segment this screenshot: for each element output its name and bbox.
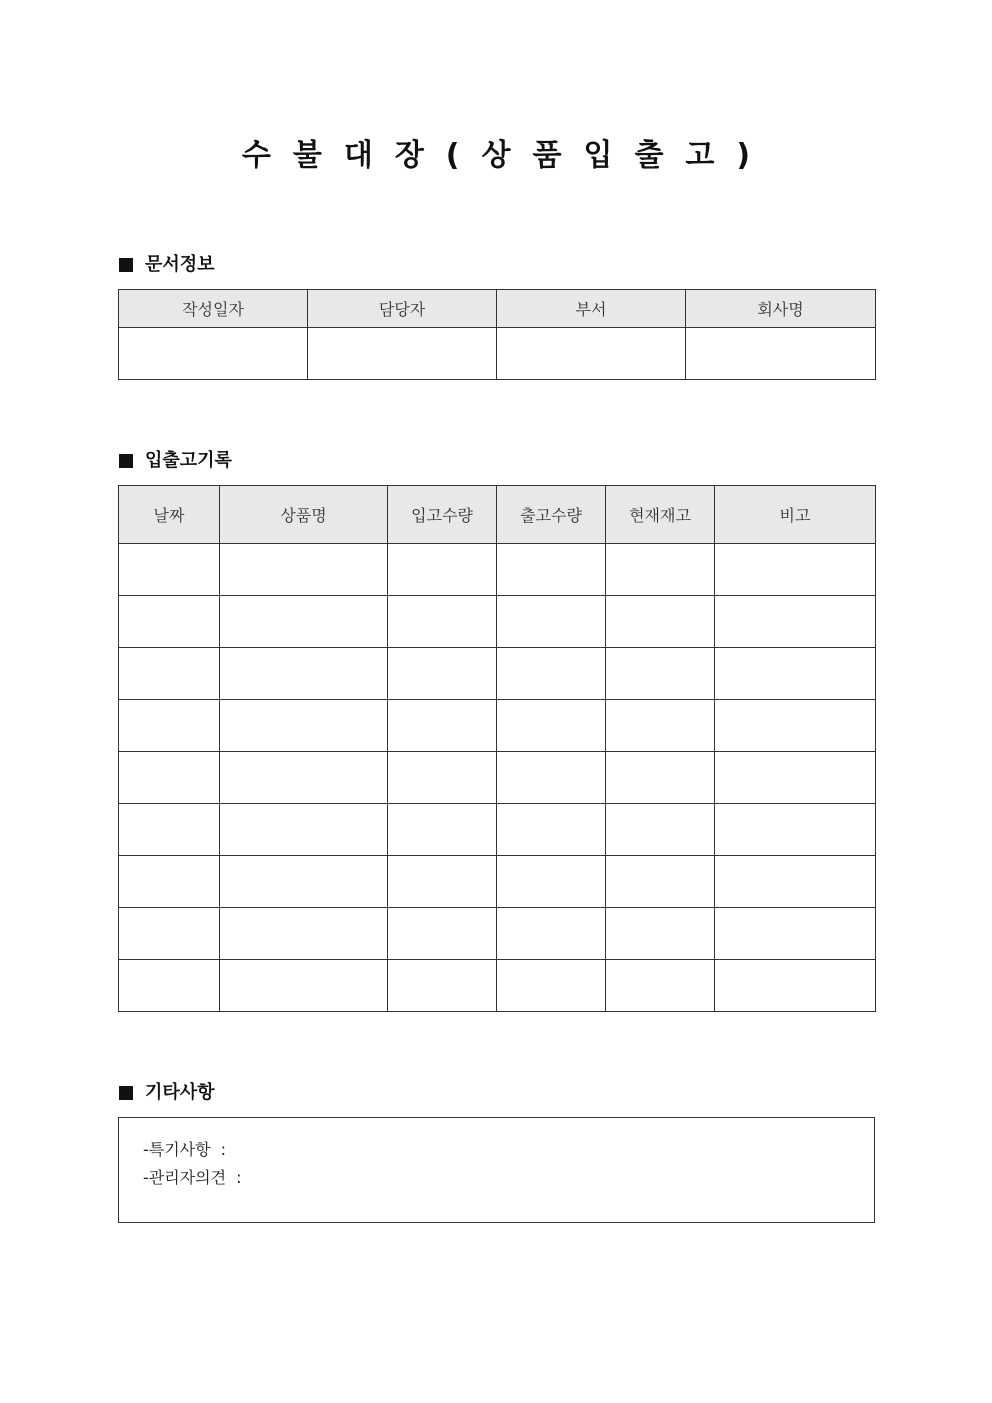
in-qty-cell[interactable] (388, 544, 497, 596)
date-cell[interactable] (119, 908, 220, 960)
date-cell[interactable] (119, 804, 220, 856)
out-qty-cell[interactable] (497, 960, 606, 1012)
in-qty-cell[interactable] (388, 804, 497, 856)
table-row (119, 596, 876, 648)
date-cell[interactable] (119, 648, 220, 700)
out-qty-cell[interactable] (497, 648, 606, 700)
stock-cell[interactable] (606, 856, 715, 908)
product-cell[interactable] (220, 752, 388, 804)
in-qty-cell[interactable] (388, 700, 497, 752)
remarks-cell[interactable] (715, 804, 876, 856)
out-qty-cell[interactable] (497, 700, 606, 752)
stock-cell[interactable] (606, 544, 715, 596)
square-bullet-icon (119, 454, 133, 468)
manager-opinion-line[interactable] (143, 1164, 874, 1192)
notes-heading-label: 기타사항 (145, 1082, 215, 1103)
out-qty-cell[interactable] (497, 596, 606, 648)
product-cell[interactable] (220, 960, 388, 1012)
notes-heading (119, 1081, 215, 1105)
company-field[interactable] (686, 328, 876, 380)
out-qty-cell[interactable] (497, 804, 606, 856)
stock-cell[interactable] (606, 752, 715, 804)
col-header-company: 회사명 (686, 290, 876, 328)
in-qty-cell[interactable] (388, 596, 497, 648)
col-header-department: 부서 (497, 290, 686, 328)
doc-info-table (118, 289, 876, 380)
product-cell[interactable] (220, 856, 388, 908)
stock-cell[interactable] (606, 596, 715, 648)
in-qty-cell[interactable] (388, 908, 497, 960)
out-qty-cell[interactable] (497, 856, 606, 908)
date-field[interactable] (119, 328, 308, 380)
table-row (119, 544, 876, 596)
manager-opinion-colon: : (236, 1168, 242, 1187)
manager-opinion-label: -관리자의견 (143, 1168, 227, 1187)
doc-info-header-row (119, 290, 876, 328)
stock-cell[interactable] (606, 908, 715, 960)
doc-info-heading-label: 문서정보 (145, 254, 215, 275)
remarks-cell[interactable] (715, 960, 876, 1012)
page-title: 수불대장(상품입출고) (241, 138, 773, 173)
special-notes-line[interactable] (143, 1136, 874, 1164)
date-cell[interactable] (119, 596, 220, 648)
remarks-cell[interactable] (715, 700, 876, 752)
in-qty-cell[interactable] (388, 960, 497, 1012)
records-body (119, 544, 876, 1012)
stock-cell[interactable] (606, 804, 715, 856)
special-notes-label: -특기사항 (143, 1140, 211, 1159)
table-row (119, 700, 876, 752)
stock-cell[interactable] (606, 700, 715, 752)
stock-cell[interactable] (606, 960, 715, 1012)
date-cell[interactable] (119, 752, 220, 804)
date-cell[interactable] (119, 700, 220, 752)
out-qty-cell[interactable] (497, 544, 606, 596)
col-header-date: 날짜 (119, 486, 220, 544)
table-row (119, 804, 876, 856)
product-cell[interactable] (220, 648, 388, 700)
out-qty-cell[interactable] (497, 908, 606, 960)
product-cell[interactable] (220, 804, 388, 856)
product-cell[interactable] (220, 596, 388, 648)
col-header-out-qty: 출고수량 (497, 486, 606, 544)
product-cell[interactable] (220, 700, 388, 752)
records-header-row (119, 486, 876, 544)
square-bullet-icon (119, 258, 133, 272)
remarks-cell[interactable] (715, 856, 876, 908)
remarks-cell[interactable] (715, 752, 876, 804)
records-table (118, 485, 876, 1012)
product-cell[interactable] (220, 908, 388, 960)
table-row (119, 648, 876, 700)
records-heading (119, 449, 232, 473)
in-qty-cell[interactable] (388, 752, 497, 804)
doc-info-heading (119, 253, 215, 277)
col-header-stock: 현재재고 (606, 486, 715, 544)
doc-info-value-row (119, 328, 876, 380)
department-field[interactable] (497, 328, 686, 380)
table-row (119, 908, 876, 960)
date-cell[interactable] (119, 544, 220, 596)
in-qty-cell[interactable] (388, 856, 497, 908)
table-row (119, 960, 876, 1012)
remarks-cell[interactable] (715, 908, 876, 960)
col-header-manager: 담당자 (308, 290, 497, 328)
square-bullet-icon (119, 1086, 133, 1100)
table-row (119, 856, 876, 908)
date-cell[interactable] (119, 856, 220, 908)
remarks-cell[interactable] (715, 648, 876, 700)
product-cell[interactable] (220, 544, 388, 596)
remarks-cell[interactable] (715, 544, 876, 596)
stock-cell[interactable] (606, 648, 715, 700)
in-qty-cell[interactable] (388, 648, 497, 700)
out-qty-cell[interactable] (497, 752, 606, 804)
col-header-date: 작성일자 (119, 290, 308, 328)
col-header-remarks: 비고 (715, 486, 876, 544)
records-heading-label: 입출고기록 (145, 450, 232, 471)
manager-field[interactable] (308, 328, 497, 380)
date-cell[interactable] (119, 960, 220, 1012)
notes-box (118, 1117, 875, 1223)
col-header-product: 상품명 (220, 486, 388, 544)
special-notes-colon: : (220, 1140, 226, 1159)
remarks-cell[interactable] (715, 596, 876, 648)
col-header-in-qty: 입고수량 (388, 486, 497, 544)
table-row (119, 752, 876, 804)
